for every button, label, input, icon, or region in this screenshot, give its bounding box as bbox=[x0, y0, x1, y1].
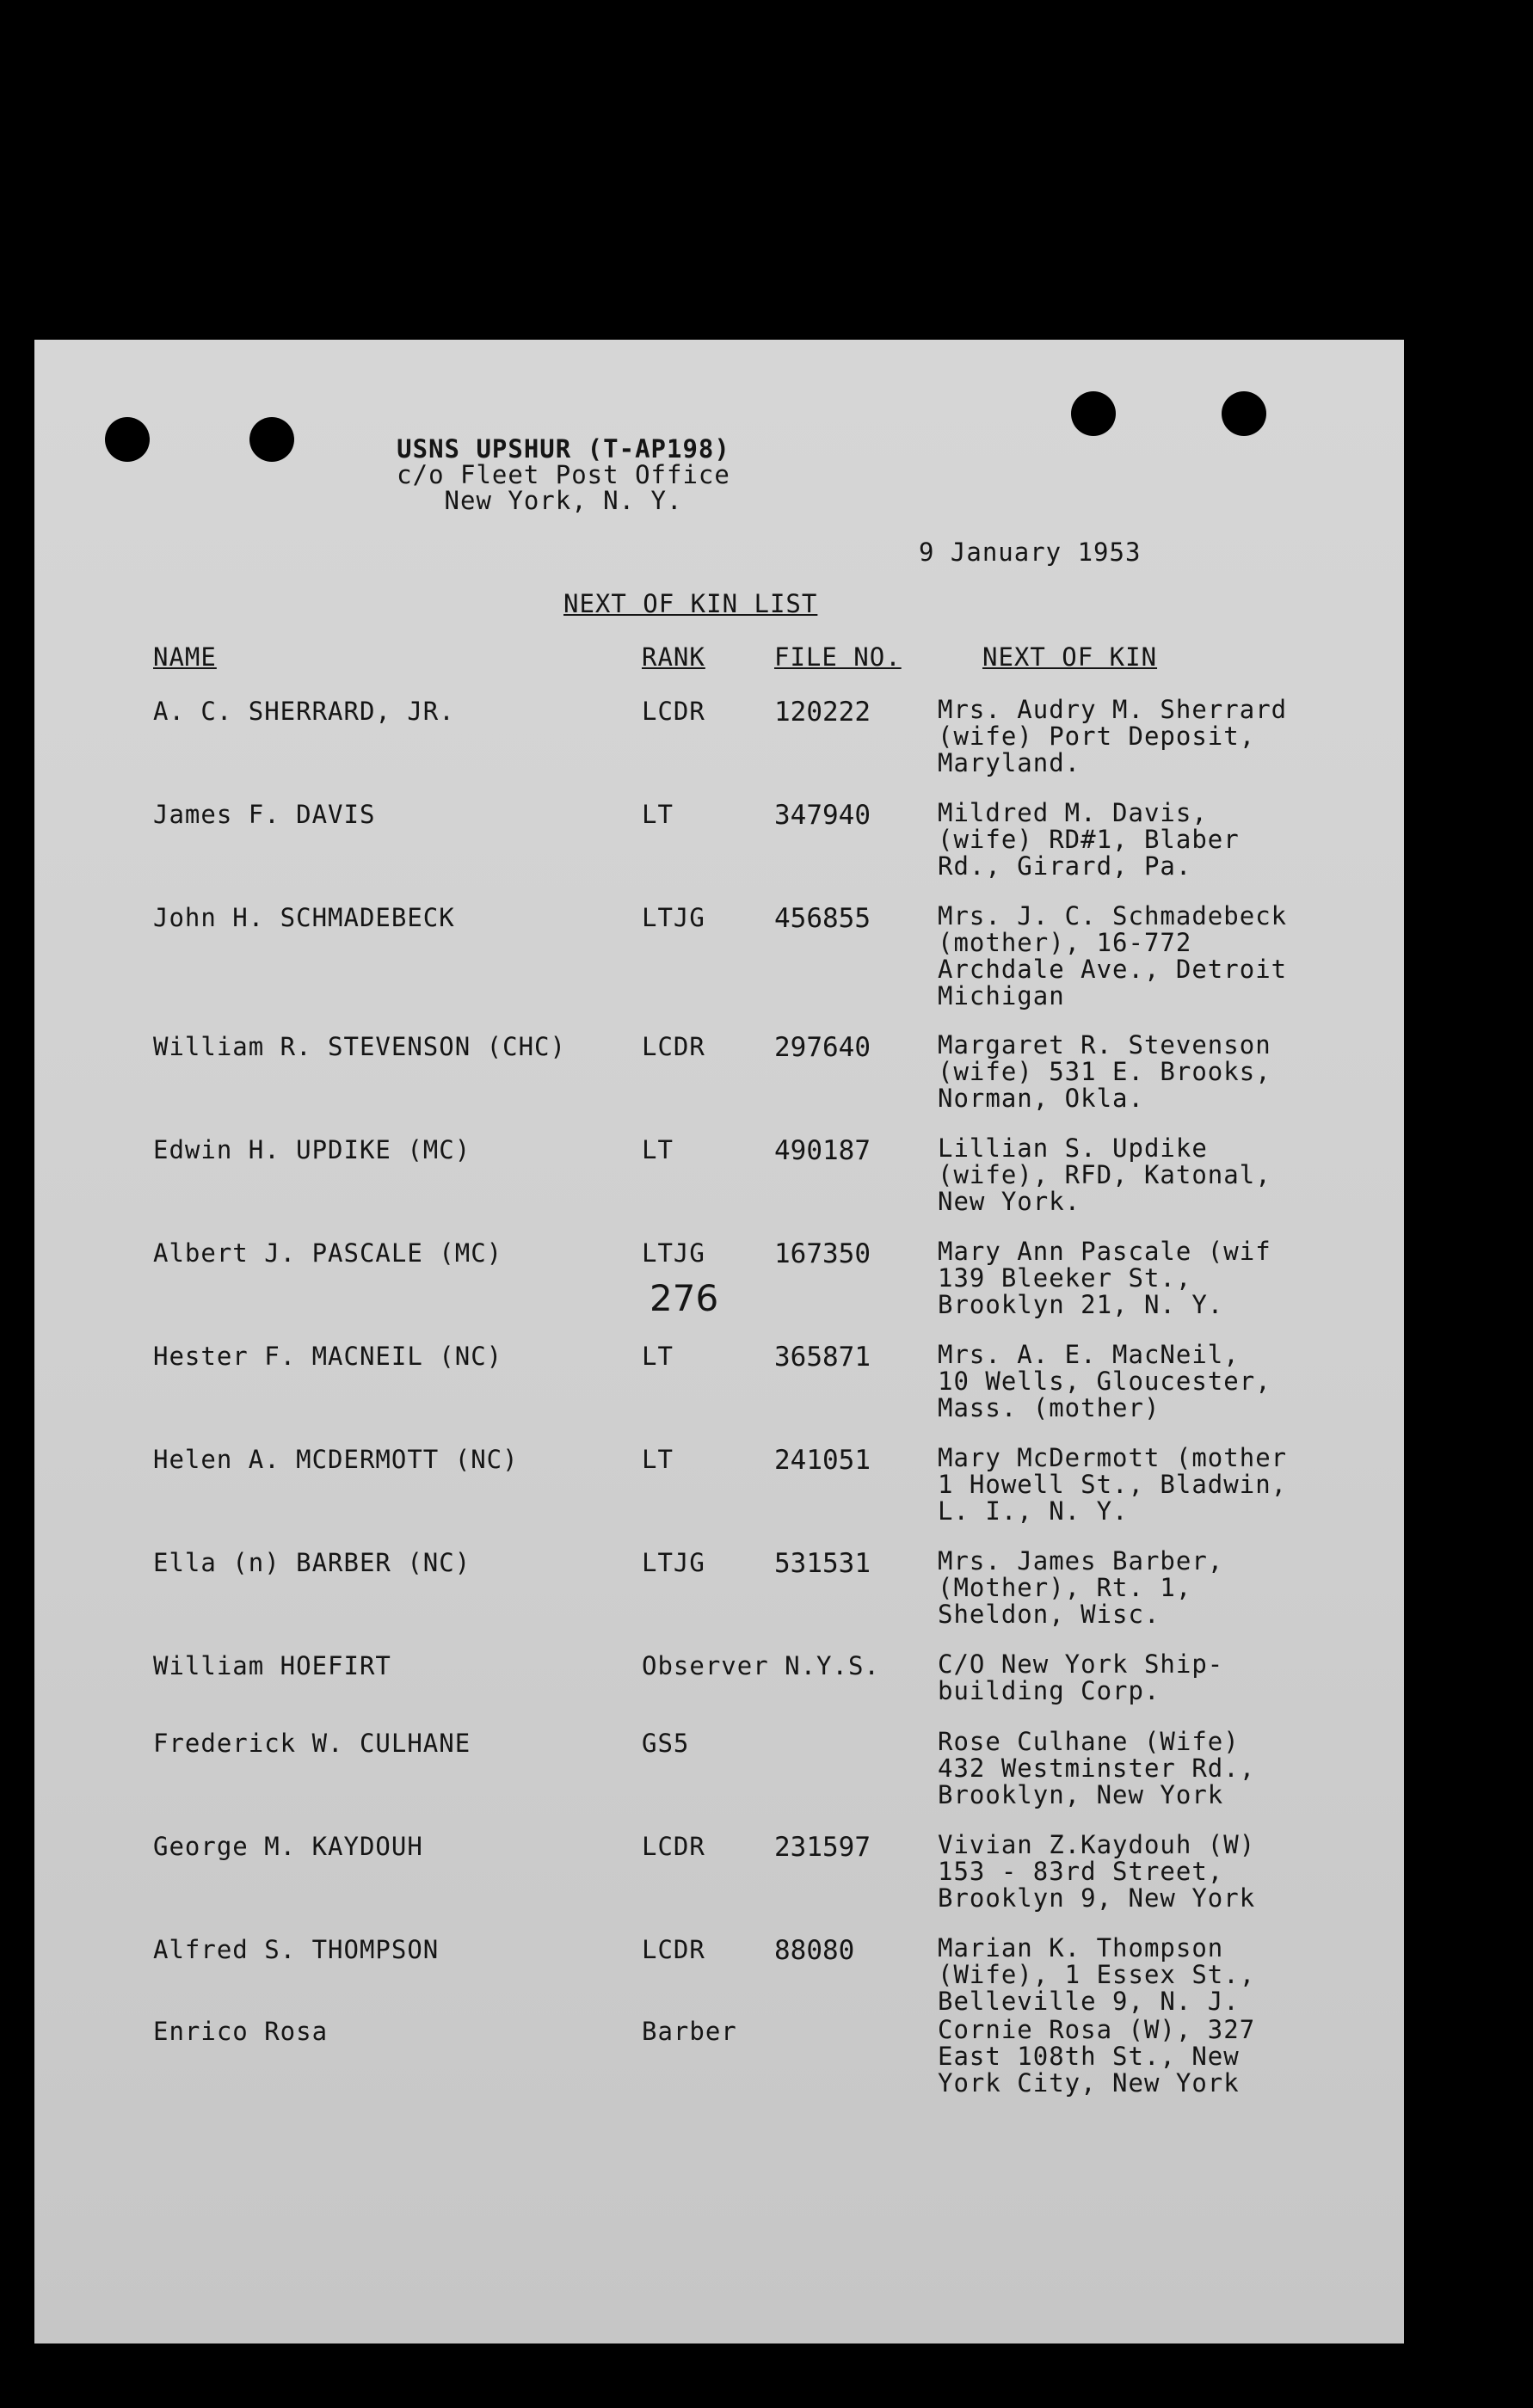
next-of-kin-address bbox=[938, 697, 1287, 777]
address-line: Norman, Okla. bbox=[938, 1084, 1144, 1113]
address-line: Mrs. A. E. MacNeil, bbox=[938, 1340, 1240, 1369]
address-line: (wife) RD#1, Blaber bbox=[938, 825, 1240, 854]
address-line: Sheldon, Wisc. bbox=[938, 1600, 1161, 1629]
next-of-kin-address bbox=[938, 903, 1287, 1010]
list-title: NEXT OF KIN LIST bbox=[563, 589, 818, 618]
person-name: Helen A. MCDERMOTT (NC) bbox=[153, 1445, 519, 1474]
table-row bbox=[34, 1445, 1404, 1539]
punch-hole bbox=[1071, 391, 1116, 436]
table-row bbox=[34, 1238, 1404, 1333]
person-rank: GS5 bbox=[642, 1729, 690, 1758]
person-name: William R. STEVENSON (CHC) bbox=[153, 1032, 566, 1061]
person-rank: LTJG bbox=[642, 1548, 705, 1577]
next-of-kin-address bbox=[938, 2017, 1255, 2097]
address-line: (Wife), 1 Essex St., bbox=[938, 1960, 1256, 1989]
address-line: building Corp. bbox=[938, 1676, 1161, 1705]
next-of-kin-address bbox=[938, 800, 1240, 880]
person-name: Albert J. PASCALE (MC) bbox=[153, 1238, 503, 1268]
document-date: 9 January 1953 bbox=[919, 538, 1142, 567]
person-name: Hester F. MACNEIL (NC) bbox=[153, 1342, 503, 1371]
person-rank: LT bbox=[642, 1445, 674, 1474]
address-line: (wife) 531 E. Brooks, bbox=[938, 1057, 1271, 1086]
person-name: George M. KAYDOUH bbox=[153, 1832, 423, 1861]
address-line: Rd., Girard, Pa. bbox=[938, 851, 1192, 881]
ship-name: USNS UPSHUR (T-AP198) bbox=[397, 434, 730, 464]
person-name: Frederick W. CULHANE bbox=[153, 1729, 471, 1758]
address-line: Belleville 9, N. J. bbox=[938, 1987, 1240, 2016]
next-of-kin-address bbox=[938, 1135, 1271, 1215]
column-header-rank: RANK bbox=[642, 642, 705, 672]
person-rank: LTJG bbox=[642, 1238, 705, 1268]
next-of-kin-address bbox=[938, 1729, 1255, 1809]
person-rank: LCDR bbox=[642, 1832, 705, 1861]
file-number: 167350 bbox=[774, 1238, 871, 1269]
table-row bbox=[34, 697, 1404, 791]
next-of-kin-address bbox=[938, 1032, 1271, 1112]
address-line: 1 Howell St., Bladwin, bbox=[938, 1470, 1288, 1499]
person-rank: LCDR bbox=[642, 1935, 705, 1964]
table-row bbox=[34, 1832, 1404, 1926]
address-line: Lillian S. Updike bbox=[938, 1133, 1208, 1163]
table-row bbox=[34, 1729, 1404, 1823]
document-page bbox=[34, 340, 1404, 2344]
file-number: 456855 bbox=[774, 903, 871, 934]
table-row bbox=[34, 1032, 1404, 1127]
address-line: York City, New York bbox=[938, 2068, 1240, 2098]
column-header-kin: NEXT OF KIN bbox=[982, 642, 1158, 672]
address-line: Brooklyn 9, New York bbox=[938, 1883, 1256, 1913]
address-line: 432 Westminster Rd., bbox=[938, 1754, 1256, 1783]
ship-city: New York, N. Y. bbox=[444, 486, 683, 515]
table-row bbox=[34, 901, 1404, 1010]
address-line: Cornie Rosa (W), 327 bbox=[938, 2015, 1256, 2044]
ship-address: c/o Fleet Post Office bbox=[397, 460, 730, 489]
address-line: L. I., N. Y. bbox=[938, 1496, 1129, 1526]
person-name: James F. DAVIS bbox=[153, 800, 376, 829]
file-number: 531531 bbox=[774, 1548, 871, 1579]
address-line: East 108th St., New bbox=[938, 2042, 1240, 2071]
table-row bbox=[34, 1548, 1404, 1643]
handwritten-number: 276 bbox=[650, 1277, 719, 1319]
address-line: C/O New York Ship- bbox=[938, 1649, 1224, 1679]
table-row bbox=[34, 1135, 1404, 1230]
address-line: 153 - 83rd Street, bbox=[938, 1857, 1224, 1886]
person-name: John H. SCHMADEBECK bbox=[153, 903, 455, 932]
address-line: 10 Wells, Gloucester, bbox=[938, 1367, 1271, 1396]
address-line: Brooklyn, New York bbox=[938, 1780, 1224, 1809]
file-number: 241051 bbox=[774, 1445, 871, 1476]
table-row bbox=[34, 800, 1404, 894]
address-line: Vivian Z.Kaydouh (W) bbox=[938, 1830, 1256, 1859]
address-line: Mrs. Audry M. Sherrard bbox=[938, 695, 1288, 724]
next-of-kin-address bbox=[938, 1238, 1271, 1318]
next-of-kin-address bbox=[938, 1935, 1255, 2015]
person-name: William HOEFIRT bbox=[153, 1651, 391, 1680]
address-line: (wife), RFD, Katonal, bbox=[938, 1160, 1271, 1189]
address-line: New York. bbox=[938, 1187, 1081, 1216]
next-of-kin-address bbox=[938, 1342, 1271, 1422]
address-line: Maryland. bbox=[938, 748, 1081, 777]
person-name: Ella (n) BARBER (NC) bbox=[153, 1548, 471, 1577]
person-rank: Observer N.Y.S. bbox=[642, 1651, 880, 1680]
address-line: Mary Ann Pascale (wif bbox=[938, 1237, 1271, 1266]
table-row bbox=[34, 1342, 1404, 1436]
person-rank: LT bbox=[642, 800, 674, 829]
address-line: 139 Bleeker St., bbox=[938, 1263, 1192, 1293]
person-rank: LTJG bbox=[642, 903, 705, 932]
table-row bbox=[34, 2017, 1404, 2111]
file-number: 490187 bbox=[774, 1135, 871, 1166]
address-line: (Mother), Rt. 1, bbox=[938, 1573, 1192, 1602]
address-line: Marian K. Thompson bbox=[938, 1933, 1224, 1963]
person-rank: LT bbox=[642, 1135, 674, 1164]
address-line: Michigan bbox=[938, 981, 1065, 1010]
file-number: 347940 bbox=[774, 800, 871, 831]
address-line: Mildred M. Davis, bbox=[938, 798, 1208, 827]
address-line: Archdale Ave., Detroit bbox=[938, 955, 1288, 984]
address-line: Mrs. J. C. Schmadebeck bbox=[938, 901, 1288, 931]
person-name: Alfred S. THOMPSON bbox=[153, 1935, 440, 1964]
next-of-kin-address bbox=[938, 1651, 1223, 1705]
address-line: Mass. (mother) bbox=[938, 1393, 1161, 1422]
person-rank: LT bbox=[642, 1342, 674, 1371]
file-number: 231597 bbox=[774, 1832, 871, 1863]
person-rank: LCDR bbox=[642, 697, 705, 726]
person-name: A. C. SHERRARD, JR. bbox=[153, 697, 455, 726]
address-line: Rose Culhane (Wife) bbox=[938, 1727, 1240, 1756]
file-number: 365871 bbox=[774, 1342, 871, 1373]
punch-hole bbox=[1222, 391, 1266, 436]
file-number: 120222 bbox=[774, 697, 871, 728]
person-rank: LCDR bbox=[642, 1032, 705, 1061]
person-rank: Barber bbox=[642, 2017, 737, 2046]
address-line: Mrs. James Barber, bbox=[938, 1546, 1224, 1576]
person-name: Enrico Rosa bbox=[153, 2017, 329, 2046]
address-line: (wife) Port Deposit, bbox=[938, 722, 1256, 751]
address-line: Brooklyn 21, N. Y. bbox=[938, 1290, 1224, 1319]
next-of-kin-address bbox=[938, 1832, 1255, 1912]
file-number: 88080 bbox=[774, 1935, 855, 1966]
address-line: (mother), 16-772 bbox=[938, 928, 1192, 957]
column-header-file: FILE NO. bbox=[774, 642, 902, 672]
next-of-kin-address bbox=[938, 1445, 1287, 1525]
file-number: 297640 bbox=[774, 1032, 871, 1063]
next-of-kin-address bbox=[938, 1548, 1223, 1628]
address-line: Margaret R. Stevenson bbox=[938, 1030, 1271, 1060]
person-name: Edwin H. UPDIKE (MC) bbox=[153, 1135, 471, 1164]
address-line: Mary McDermott (mother bbox=[938, 1443, 1288, 1472]
column-header-name: NAME bbox=[153, 642, 217, 672]
